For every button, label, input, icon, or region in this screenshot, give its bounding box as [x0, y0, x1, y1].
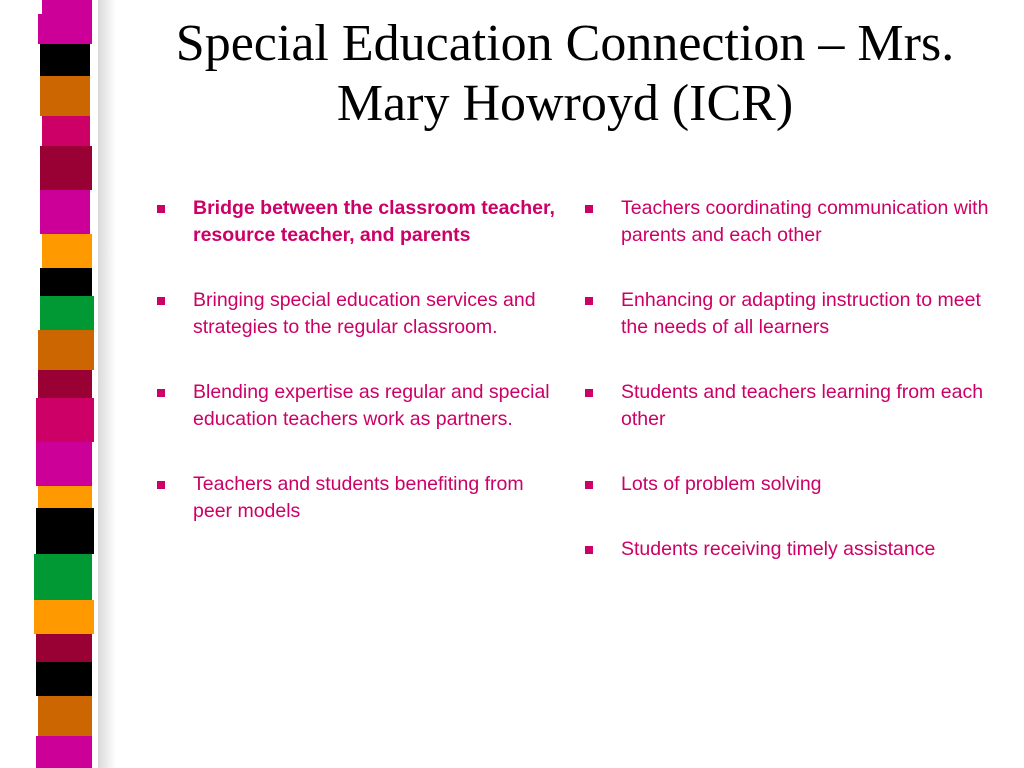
- square-bullet-icon: [585, 481, 593, 489]
- list-item-text: Teachers and students benefiting from peer models: [193, 473, 524, 522]
- decorative-color-band: [36, 442, 92, 486]
- square-bullet-icon: [157, 389, 165, 397]
- list-item-text: Teachers coordinating communication with parents and each other: [621, 197, 989, 246]
- list-item-text: Lots of problem solving: [621, 473, 822, 495]
- decorative-color-band: [36, 662, 92, 696]
- square-bullet-icon: [157, 205, 165, 213]
- square-bullet-icon: [157, 481, 165, 489]
- decorative-strip-shadow: [98, 0, 116, 768]
- list-item: [583, 195, 1003, 249]
- decorative-color-band: [38, 486, 92, 508]
- list-item-text: Bringing special education services and strategies to the regular classroom.: [193, 289, 536, 338]
- left-bullet-list: [155, 195, 560, 563]
- decorative-color-band: [40, 190, 90, 234]
- decorative-color-band: [36, 398, 94, 442]
- list-item: [583, 379, 1003, 433]
- decorative-color-band: [40, 296, 94, 330]
- slide-title: Special Education Connection – Mrs. Mary Howroyd (ICR): [175, 15, 955, 132]
- decorative-color-band: [36, 736, 92, 768]
- square-bullet-icon: [585, 297, 593, 305]
- list-item-text: Students receiving timely assistance: [621, 538, 936, 560]
- decorative-color-band: [40, 76, 90, 116]
- list-item-text: Enhancing or adapting instruction to meet the needs of all learners: [621, 289, 981, 338]
- list-item: [583, 471, 1003, 498]
- decorative-color-band: [42, 234, 92, 268]
- list-item-text: Blending expertise as regular and special education teachers work as partners.: [193, 381, 550, 430]
- decorative-color-band: [38, 370, 92, 398]
- decorative-color-band: [38, 14, 92, 44]
- square-bullet-icon: [157, 297, 165, 305]
- decorative-color-band: [42, 0, 92, 14]
- list-item: [155, 287, 560, 341]
- decorative-color-strip: [0, 0, 100, 768]
- square-bullet-icon: [585, 205, 593, 213]
- decorative-color-band: [40, 44, 90, 76]
- decorative-color-band: [38, 696, 92, 736]
- decorative-color-band: [38, 330, 94, 370]
- decorative-color-band: [40, 268, 92, 296]
- decorative-color-band: [40, 146, 92, 190]
- decorative-color-band: [34, 554, 92, 600]
- decorative-color-band: [36, 508, 94, 554]
- list-item: [155, 379, 560, 433]
- square-bullet-icon: [585, 389, 593, 397]
- list-item: [155, 195, 560, 249]
- right-bullet-list: [583, 195, 1003, 601]
- list-item-text: Students and teachers learning from each other: [621, 381, 984, 430]
- decorative-color-band: [34, 600, 94, 634]
- list-item-text: Bridge between the classroom teacher, resource teacher, and parents: [193, 197, 555, 246]
- list-item: [155, 471, 560, 525]
- decorative-color-band: [42, 116, 90, 146]
- list-item: [583, 287, 1003, 341]
- square-bullet-icon: [585, 546, 593, 554]
- decorative-color-band: [36, 634, 92, 662]
- list-item: [583, 536, 1003, 563]
